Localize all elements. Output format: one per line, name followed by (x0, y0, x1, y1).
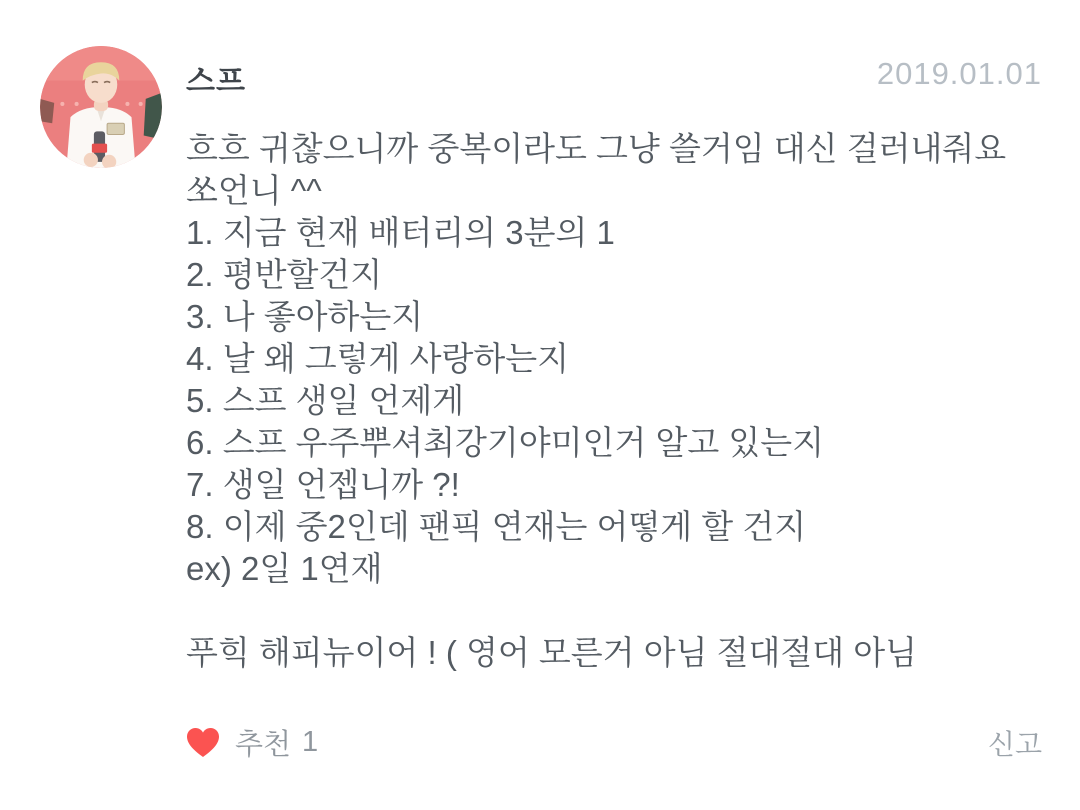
heart-icon[interactable] (186, 727, 220, 759)
comment-body-line: 쏘언니 ^^ (186, 172, 322, 209)
comment-body-line: 6. 스프 우주뿌셔최강기야미인거 알고 있는지 (186, 424, 824, 461)
like-label: 추천 (235, 729, 292, 761)
comment-body-line: 8. 이제 중2인데 팬픽 연재는 어떻게 할 건지 (186, 508, 807, 545)
like-count: 1 (302, 726, 319, 758)
comment-body (186, 128, 1042, 674)
avatar[interactable] (40, 46, 162, 168)
comment-body-line (186, 590, 1042, 632)
comment-body-line: 4. 날 왜 그렇게 사랑하는지 (186, 340, 569, 377)
comment-header (186, 56, 1042, 98)
comment-author[interactable]: 스프 (186, 65, 246, 98)
report-button[interactable]: 신고 (987, 728, 1042, 760)
comment-footer (186, 722, 1042, 763)
comment-body-line: 7. 생일 언젭니까 ?! (186, 466, 460, 503)
comment-content (186, 56, 1042, 763)
comment-body-line: 3. 나 좋아하는지 (186, 298, 424, 335)
comment-body-line: 2. 평반할건지 (186, 256, 383, 293)
comment-body-line: ex) 2일 1연재 (186, 550, 383, 587)
comment-body-line: 5. 스프 생일 언제게 (186, 382, 465, 419)
comment-body-line: 흐흐 귀찮으니까 중복이라도 그냥 쓸거임 대신 걸러내줘요 (186, 130, 1007, 167)
comment-body-line: 1. 지금 현재 배터리의 3분의 1 (186, 214, 615, 251)
comment-body-line: 푸힉 해피뉴이어 ! ( 영어 모른거 아님 절대절대 아님 (186, 634, 918, 671)
avatar-photo (40, 46, 162, 168)
comment-date: 2019.01.01 (876, 56, 1042, 91)
